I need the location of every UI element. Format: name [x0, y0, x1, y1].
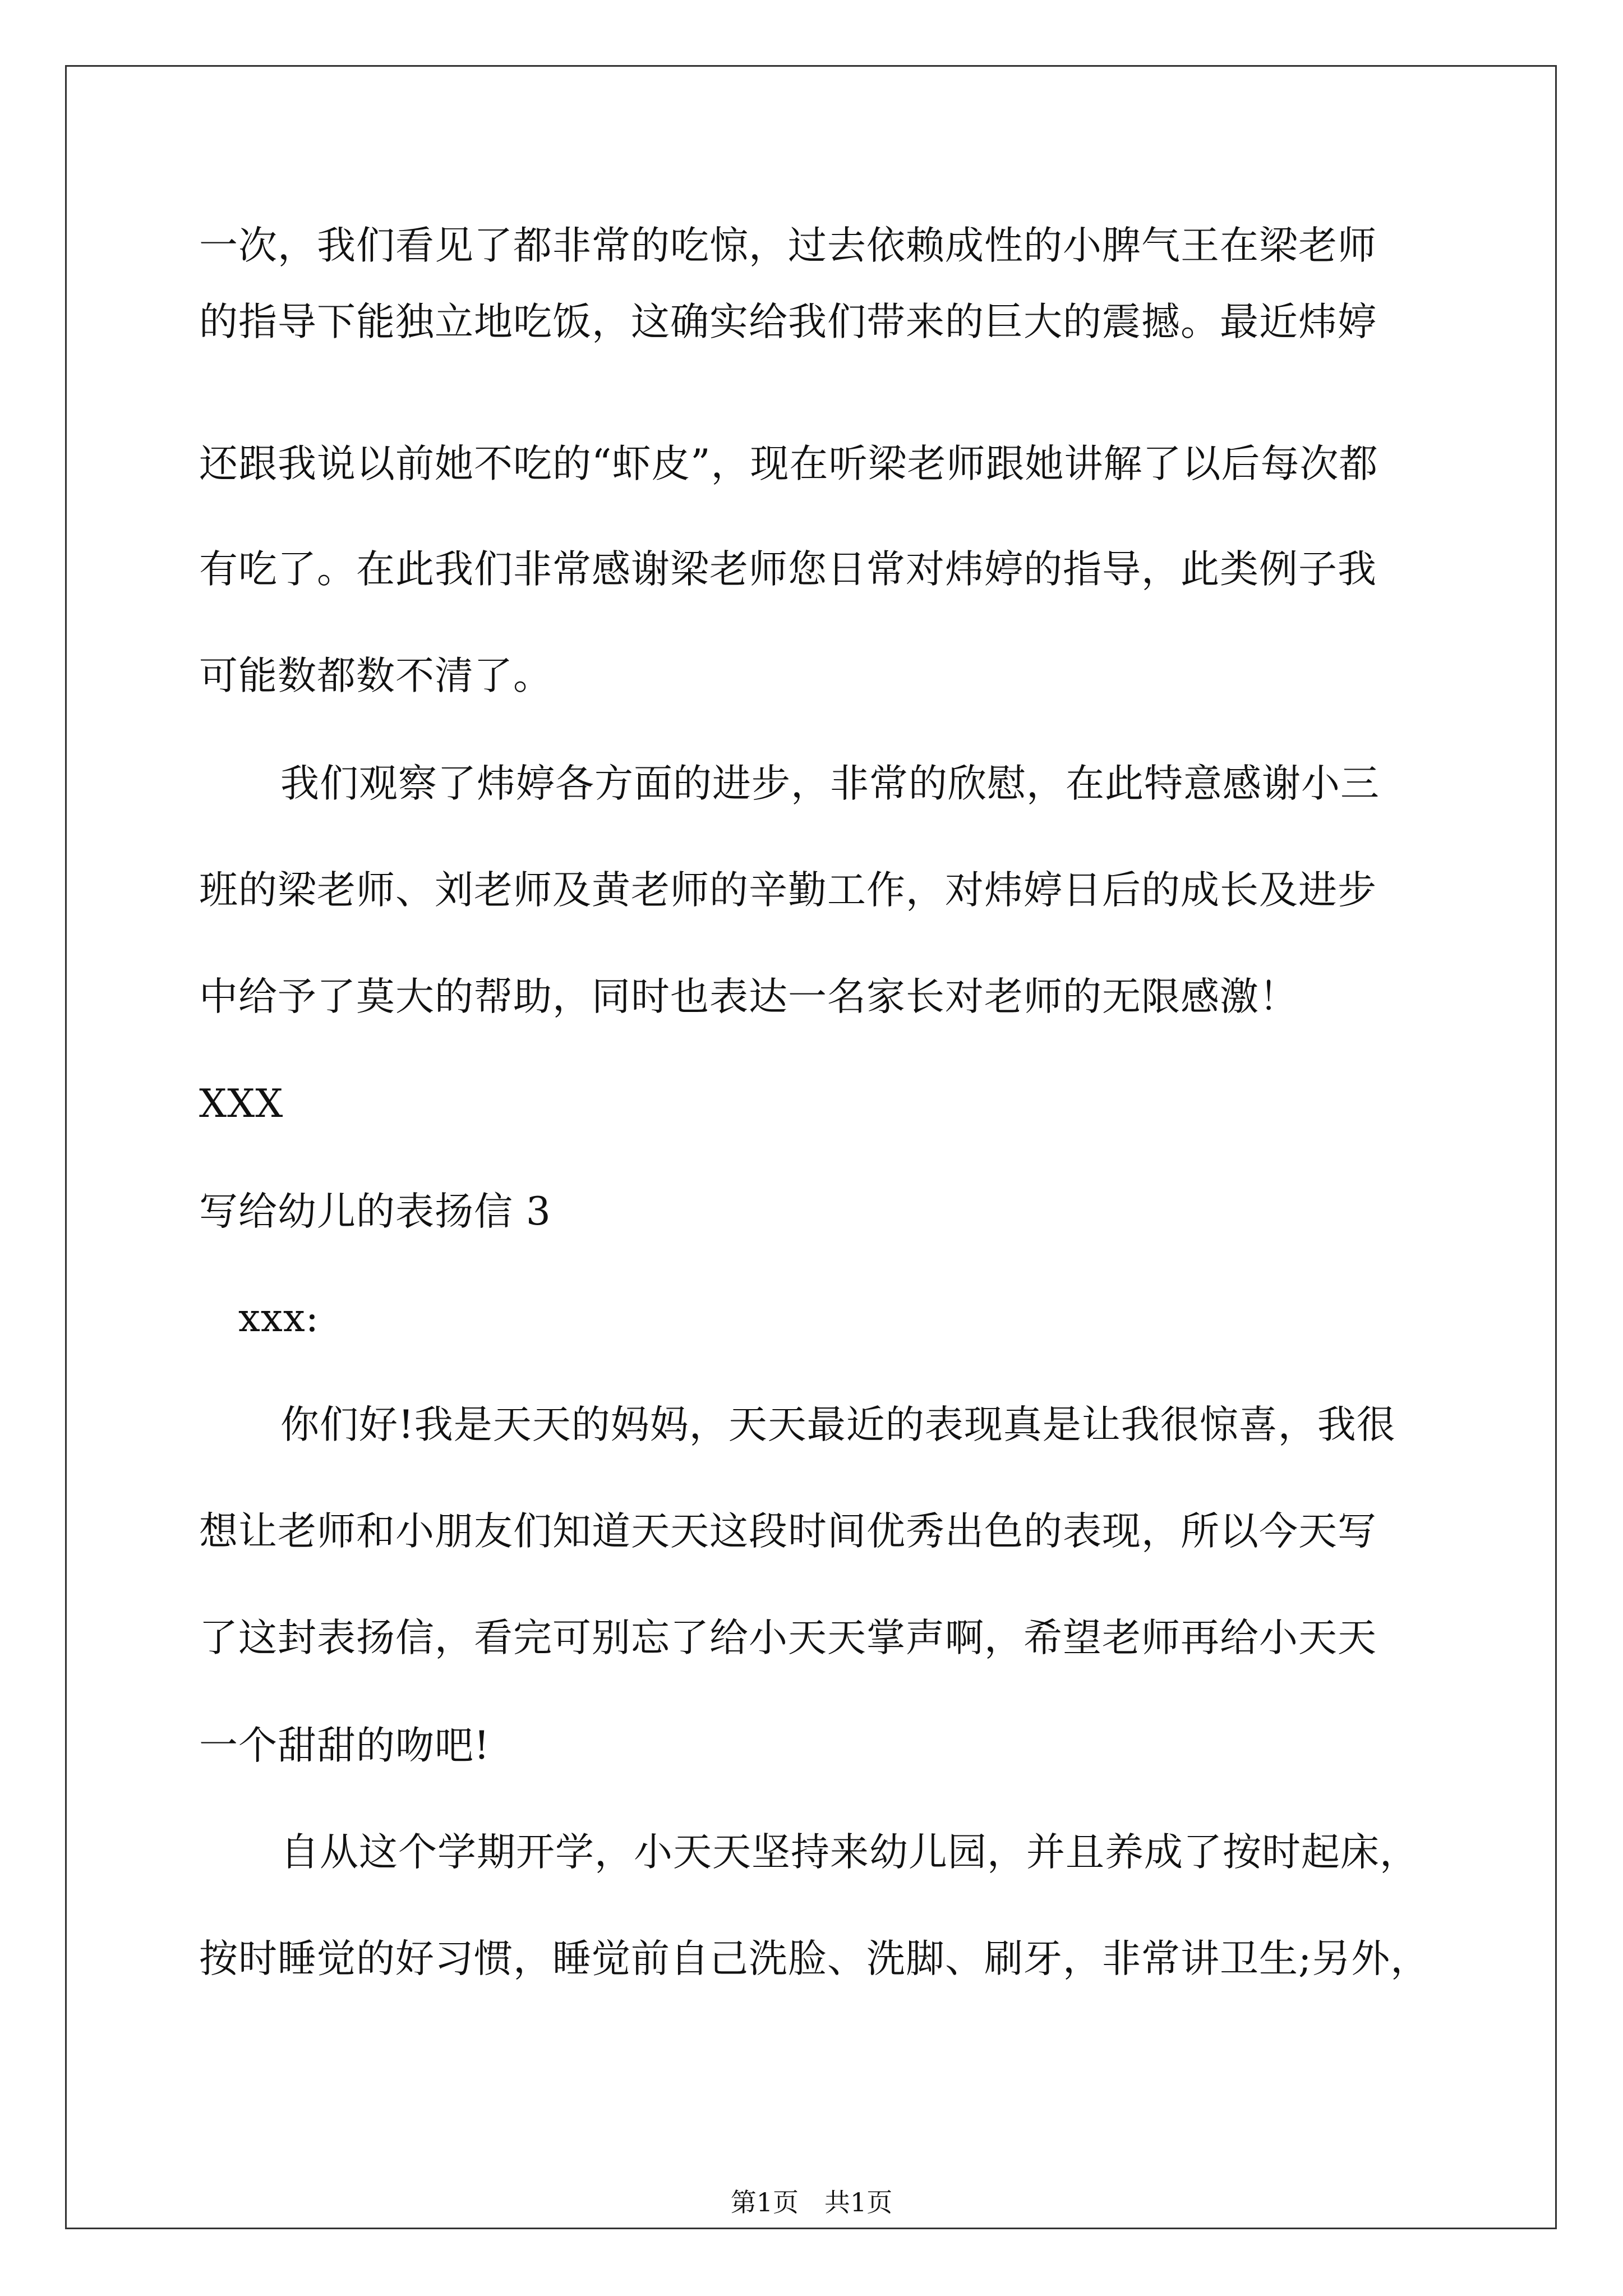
text-line: 想让老师和小朋友们知道天天这段时间优秀出色的表现，所以今天写: [199, 1509, 1377, 1554]
text-line: 有吃了。在此我们非常感谢梁老师您日常对炜婷的指导，此类例子我: [199, 547, 1377, 592]
heading: 写给幼儿的表扬信 3: [199, 1189, 551, 1234]
text-line: 按时睡觉的好习惯，睡觉前自己洗脸、洗脚、刷牙，非常讲卫生;另外，: [199, 1936, 1430, 1981]
text-line: 一次，我们看见了都非常的吃惊，过去依赖成性的小脾气王在梁老师: [199, 223, 1377, 268]
text-line: 的指导下能独立地吃饭，这确实给我们带来的巨大的震撼。最近炜婷: [199, 300, 1377, 344]
text-line: 班的梁老师、刘老师及黄老师的辛勤工作，对炜婷日后的成长及进步: [199, 868, 1377, 913]
page-border: [65, 65, 1557, 2229]
text-line: 我们观察了炜婷各方面的进步，非常的欣慰，在此特意感谢小三: [280, 761, 1380, 806]
salutation: xxx:: [238, 1296, 319, 1341]
text-line: 自从这个学期开学，小天天坚持来幼儿园，并且养成了按时起床，: [280, 1830, 1419, 1875]
text-line: 了这封表扬信，看完可别忘了给小天天掌声啊，希望老师再给小天天: [199, 1616, 1377, 1660]
text-line: 你们好!我是天天的妈妈，天天最近的表现真是让我很惊喜，我很: [280, 1402, 1396, 1447]
text-line: 还跟我说以前她不吃的“虾皮”，现在听梁老师跟她讲解了以后每次都: [199, 441, 1378, 486]
text-line: 一个甜甜的吻吧!: [199, 1723, 490, 1768]
signature: XXX: [199, 1082, 284, 1126]
text-line: 可能数都数不清了。: [199, 654, 552, 698]
page-footer: 第1页 共1页: [730, 2187, 893, 2217]
text-line: 中给予了莫大的帮助，同时也表达一名家长对老师的无限感激！: [199, 974, 1298, 1019]
